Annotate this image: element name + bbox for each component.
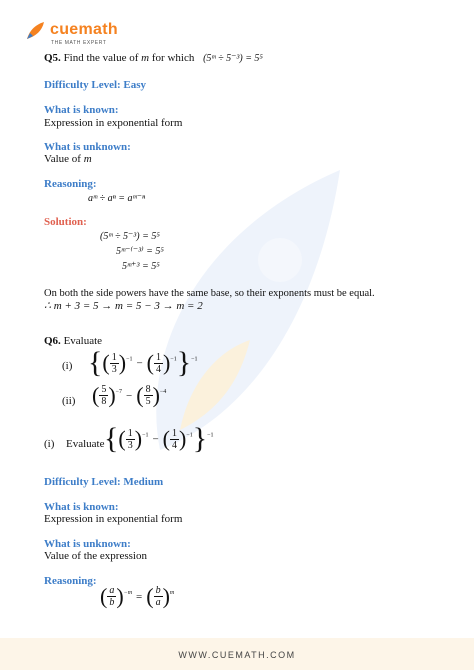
q5-reasoning-label: Reasoning: — [44, 178, 97, 190]
q6-reasoning-formula: ( $\frac{a}{b}$ )$^{-m}$ = ( $\frac{b}{a}$ )$^m$ — [100, 583, 175, 609]
frac-den: a — [155, 597, 161, 608]
q6-known-text: Expression in exponential form — [44, 513, 183, 525]
q5-solution-step-3: 5ᵐ⁺³ = 5⁵ — [122, 261, 160, 272]
exponent: −1 — [207, 432, 214, 439]
frac-num: 1 — [111, 351, 117, 363]
exponent: m — [169, 589, 175, 596]
q5-prompt-a: Find the value of — [63, 52, 139, 64]
q6-part-i-label: (i) — [62, 360, 73, 372]
exponent: −1 — [126, 356, 133, 363]
q5-known-text: Expression in exponential form — [44, 117, 183, 129]
q5-difficulty: Difficulty Level: Easy — [44, 79, 147, 91]
q6-part-i-expression: {( $\frac{1}{3}$ )$^{-1}$ − ( $\frac{1}{4}$ )$^{-1}$}$^{-1}$ — [88, 346, 198, 379]
frac-den: 3 — [127, 439, 133, 451]
frac-den: 4 — [172, 439, 177, 451]
frac-num: 1 — [172, 427, 177, 439]
q5-known-label: What is known: — [44, 104, 119, 116]
q6-difficulty: Difficulty Level: Medium — [44, 476, 164, 488]
q6-reasoning-label: Reasoning: — [44, 575, 97, 587]
q5-solution-label: Solution: — [44, 216, 87, 228]
q6-part-i-repeat-expression: {( $\frac{1}{3}$ )$^{-1}$ − ( $\frac{1}{4}$ )$^{-1}$}$^{-1}$ — [104, 422, 214, 455]
q5-prompt-b: for which — [151, 52, 195, 64]
q6-unknown-label: What is unknown: — [44, 538, 131, 550]
frac-num: 5 — [101, 384, 107, 395]
q5-label: Q5. — [44, 52, 61, 64]
rocket-logo-icon — [24, 20, 46, 42]
brand-name: cuemath — [50, 21, 118, 38]
q6-label: Q6. — [44, 335, 61, 347]
frac-den: 4 — [156, 363, 161, 375]
q5-prompt-var: m — [141, 52, 150, 64]
frac-num: 1 — [127, 427, 133, 439]
exponent: −1 — [170, 356, 177, 363]
q5-unknown-label: What is unknown: — [44, 141, 131, 153]
frac-den: 5 — [145, 396, 151, 407]
exponent: −1 — [186, 432, 193, 439]
q5-solution-step-1: (5ᵐ ÷ 5⁻³) = 5⁵ — [100, 231, 160, 242]
q5-reasoning-formula: aᵐ ÷ aⁿ = aᵐ⁻ⁿ — [88, 193, 146, 204]
frac-den: 3 — [111, 363, 117, 375]
exponent: −1 — [142, 432, 149, 439]
q5-equation: (5ᵐ ÷ 5⁻³) = 5⁵ — [203, 53, 263, 64]
q6-part-ii-label: (ii) — [62, 395, 76, 407]
q6-unknown-text: Value of the expression — [44, 550, 147, 562]
frac-num: 1 — [156, 351, 161, 363]
q5-unknown-var: m — [83, 153, 92, 165]
exponent: −1 — [191, 356, 198, 363]
footer-url[interactable]: WWW.CUEMATH.COM — [178, 650, 296, 660]
q6-prompt: Evaluate — [63, 335, 103, 347]
q5-unknown-text — [44, 153, 92, 165]
frac-num: a — [109, 585, 115, 596]
q6-part-i-repeat-label: (i) — [44, 438, 55, 450]
q5-conclusion: On both the side powers have the same base, so their exponents must be equal. — [44, 288, 375, 299]
exponent: −4 — [159, 388, 167, 395]
q5-therefore: ∴ m + 3 = 5 → m = 5 − 3 → m = 2 — [44, 300, 203, 312]
exponent: −7 — [115, 388, 123, 395]
exponent: −m — [123, 589, 133, 596]
rocket-watermark — [120, 150, 380, 530]
q6-part-i-repeat-prompt: Evaluate — [66, 438, 105, 450]
frac-num: 8 — [145, 384, 151, 395]
frac-den: b — [109, 597, 115, 608]
q5-unknown-text-a: Value of — [44, 153, 81, 165]
q5-solution-step-2: 5ᵐ⁻⁽⁻³⁾ = 5⁵ — [116, 246, 164, 257]
q5-question — [44, 52, 263, 64]
q6-part-ii-expression: ( $\frac{5}{8}$ )$^{-7}$ − ( $\frac{8}{5}$ )$^{-4}$ — [92, 382, 167, 408]
q6-known-label: What is known: — [44, 501, 119, 513]
brand-tagline: THE MATH EXPERT — [51, 40, 107, 46]
frac-den: 8 — [101, 396, 107, 407]
frac-num: b — [155, 585, 161, 596]
